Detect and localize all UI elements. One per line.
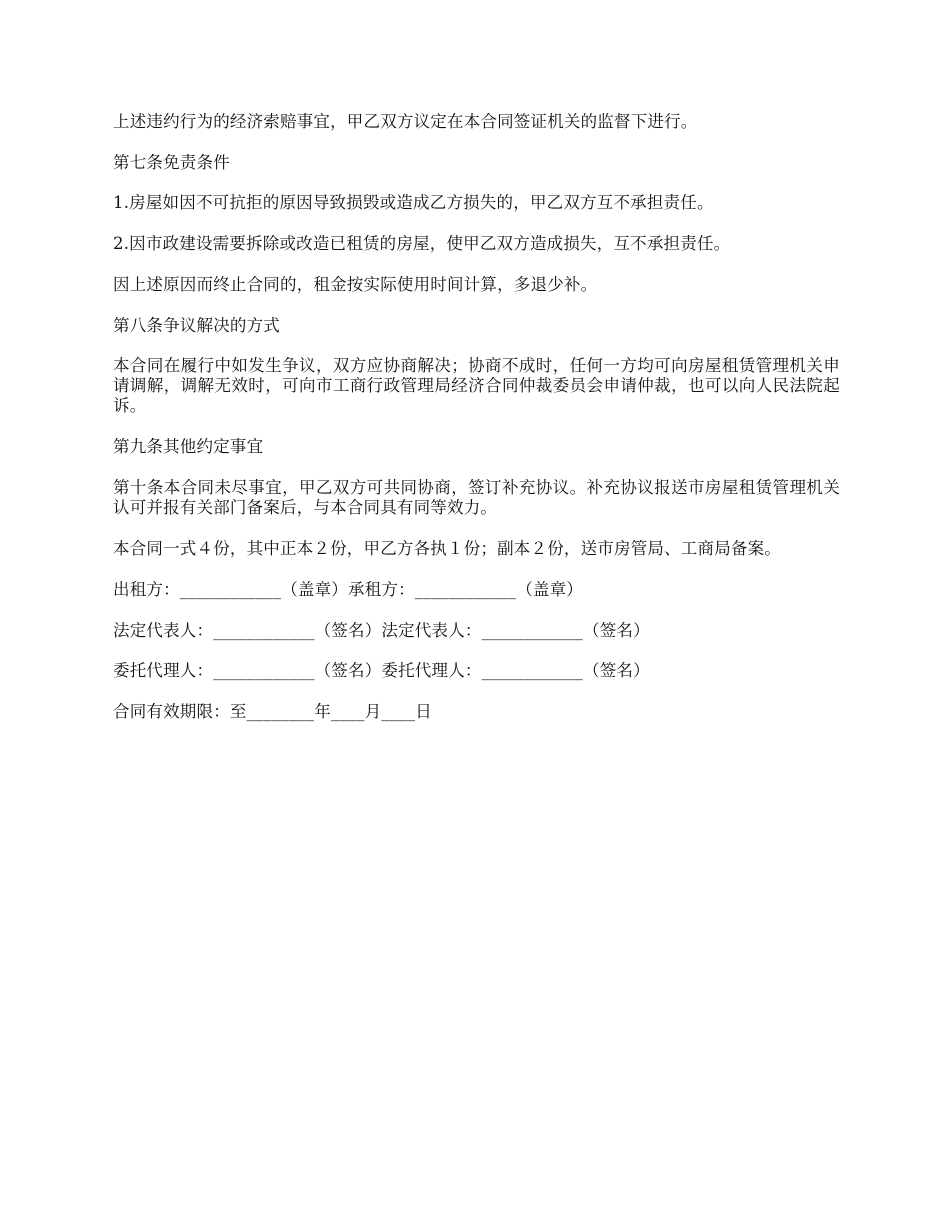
heading-article-8: 第八条争议解决的方式 — [113, 316, 280, 335]
heading-article-9: 第九条其他约定事宜 — [113, 437, 264, 456]
signature-line-authorized-agents: 委托代理人：____________（签名）委托代理人：____________（签名） — [113, 661, 650, 680]
paragraph-copies: 本合同一式４份，其中正本２份，甲乙方各执１份；副本２份，送市房管局、工商局备案。 — [113, 539, 781, 558]
paragraph-article-10: 第十条本合同未尽事宜，甲乙双方可共同协商，签订补充协议。补充协议报送市房屋租赁管理机关认可并报有关部门备案后，与本合同具有同等效力。 — [113, 478, 840, 517]
paragraph-dispute-resolution: 本合同在履行中如发生争议，双方应协商解决；协商不成时，任何一方均可向房屋租赁管理机关申请调解，调解无效时，可向市工商行政管理局经济合同仲裁委员会申请仲裁，也可以向人民法院起诉。 — [113, 356, 840, 415]
paragraph-municipal-construction: 2.因市政建设需要拆除或改造已租赁的房屋，使甲乙双方造成损失，互不承担责任。 — [113, 234, 731, 253]
paragraph-rent-settlement: 因上述原因而终止合同的，租金按实际使用时间计算，多退少补。 — [113, 275, 598, 294]
heading-article-7: 第七条免责条件 — [113, 153, 230, 172]
paragraph-breach-claims: 上述违约行为的经济索赔事宜，甲乙双方议定在本合同签证机关的监督下进行。 — [113, 112, 698, 131]
contract-validity-line: 合同有效期限：至________年____月____日 — [113, 702, 432, 721]
paragraph-force-majeure: 1.房屋如因不可抗拒的原因导致损毁或造成乙方损失的，甲乙双方互不承担责任。 — [113, 193, 714, 212]
signature-line-legal-representatives: 法定代表人：____________（签名）法定代表人：____________（签名） — [113, 621, 650, 640]
signature-line-parties: 出租方：____________（盖章）承租方：____________（盖章） — [113, 580, 583, 599]
